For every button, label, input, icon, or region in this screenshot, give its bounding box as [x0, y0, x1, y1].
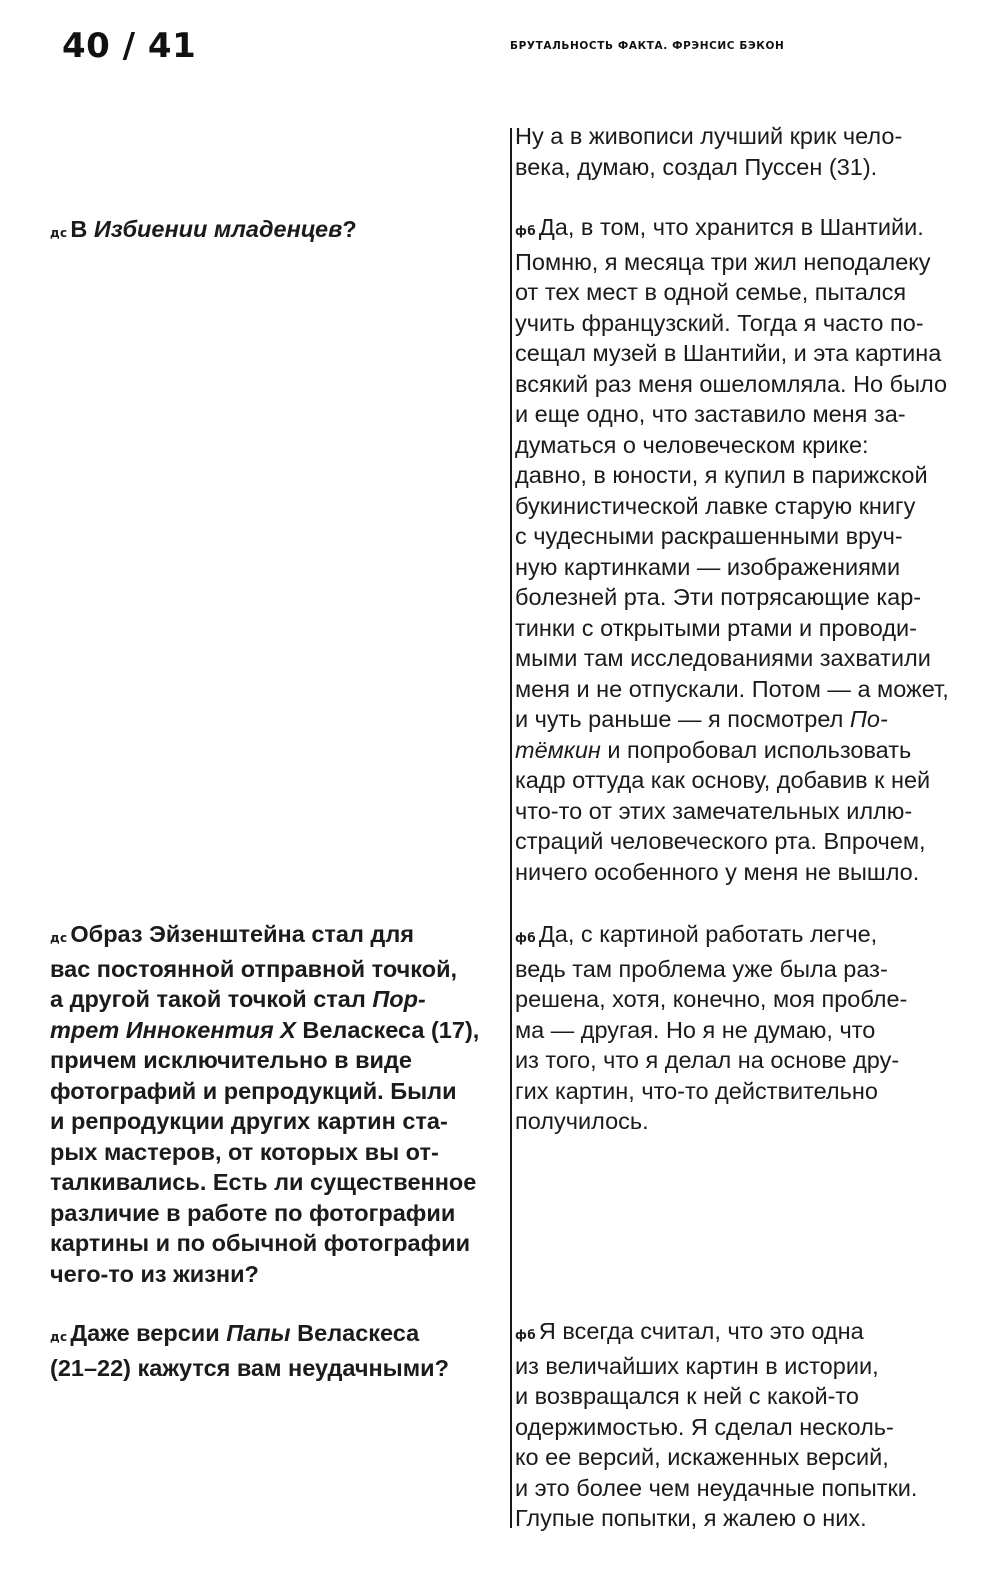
- speaker-mark: фб: [515, 224, 536, 238]
- text-line: [515, 1076, 985, 1107]
- italic-title: тёмкин: [515, 736, 601, 763]
- page-number: 40 / 41: [62, 26, 197, 66]
- text-run: различие в работе по фотографии: [50, 1199, 456, 1226]
- answer-block: [515, 919, 985, 1137]
- text-run: и это более чем неудачные попытки.: [515, 1474, 918, 1501]
- text-line: [50, 919, 500, 954]
- question-block: [50, 919, 500, 1289]
- text-run: болезней рта. Эти потрясающие кар-: [515, 584, 922, 610]
- text-run: Да, в том, что хранится в Шантийи.: [538, 214, 924, 240]
- text-run: меня и не отпускали. Потом — а может,: [515, 675, 949, 702]
- text-run: что-то от этих замечательных иллю-: [515, 797, 913, 824]
- text-line: [515, 765, 985, 796]
- text-line: [515, 521, 985, 552]
- text-line: [515, 1045, 985, 1076]
- answer-block: [515, 1316, 985, 1534]
- text-line: [515, 826, 985, 857]
- text-run: В: [70, 216, 94, 242]
- text-line: [515, 308, 985, 339]
- text-line: [50, 1198, 500, 1229]
- text-run: талкивались. Есть ли существенное: [50, 1169, 477, 1195]
- text-run: фотографий и репродукций. Были: [50, 1077, 457, 1104]
- text-run: (21–22) кажутся вам неудачными?: [50, 1354, 449, 1381]
- text-run: давно, в юности, я купил в парижской: [515, 462, 928, 488]
- text-line: [515, 399, 985, 430]
- text-line: [515, 919, 985, 954]
- text-line: [515, 857, 985, 888]
- text-line: [50, 1228, 500, 1259]
- text-run: ную картинками — изображениями: [515, 553, 901, 580]
- speaker-mark: дс: [50, 226, 68, 240]
- text-line: [515, 1316, 985, 1351]
- italic-title: трет Иннокентия X: [50, 1016, 296, 1043]
- text-line: [50, 1167, 500, 1198]
- text-run: сещал музей в Шантийи, и эта картина: [515, 340, 942, 366]
- speaker-mark: фб: [515, 931, 536, 945]
- text-line: [50, 214, 500, 249]
- text-run: ничего особенного у меня не вышло.: [515, 858, 920, 885]
- text-run: из того, что я делал на основе дру-: [515, 1047, 900, 1073]
- text-run: Образ Эйзенштейна стал для: [70, 921, 414, 947]
- text-run: вас постоянной отправной точкой,: [50, 955, 458, 982]
- text-line: [515, 1412, 985, 1443]
- text-run: тинки с открытыми ртами и проводи-: [515, 614, 918, 641]
- text-run: Помню, я месяца три жил неподалеку: [515, 248, 931, 275]
- speaker-mark: дс: [50, 1330, 68, 1344]
- text-run: ?: [342, 216, 357, 242]
- text-run: гих картин, что-то действительно: [515, 1077, 878, 1104]
- text-line: [515, 582, 985, 613]
- text-line: [50, 1015, 500, 1046]
- text-line: [50, 1106, 500, 1137]
- text-line: [515, 796, 985, 827]
- text-line: [50, 1076, 500, 1107]
- text-run: получилось.: [515, 1108, 649, 1134]
- text-line: [515, 152, 985, 183]
- text-run: Веласкеса (17),: [295, 1016, 480, 1043]
- text-run: страций человеческого рта. Впрочем,: [515, 828, 926, 854]
- column-divider: [510, 128, 512, 1528]
- text-run: и чуть раньше — я посмотрел: [515, 706, 850, 732]
- text-line: [515, 984, 985, 1015]
- text-run: а другой такой точкой стал: [50, 986, 373, 1012]
- text-line: [515, 121, 985, 152]
- text-line: [515, 552, 985, 583]
- text-run: с чудесными раскрашенными вруч-: [515, 523, 903, 549]
- text-run: рых мастеров, от которых вы от-: [50, 1138, 439, 1165]
- text-run: ко ее версий, искаженных версий,: [515, 1444, 889, 1470]
- answer-block: [515, 212, 985, 887]
- text-line: [515, 613, 985, 644]
- text-run: всякий раз меня ошеломляла. Но было: [515, 370, 948, 397]
- text-line: [50, 1259, 500, 1290]
- speaker-mark: дс: [50, 931, 68, 945]
- running-header: БРУТАЛЬНОСТЬ ФАКТА. ФРЭНСИС БЭКОН: [510, 40, 785, 52]
- text-line: [515, 704, 985, 735]
- text-line: [515, 643, 985, 674]
- italic-title: Пор-: [372, 986, 426, 1012]
- answer-block: [515, 121, 985, 182]
- text-line: [515, 212, 985, 247]
- text-line: [515, 430, 985, 461]
- text-line: [50, 1318, 500, 1353]
- text-run: ведь там проблема уже была раз-: [515, 955, 888, 982]
- text-line: [515, 1015, 985, 1046]
- text-run: Даже версии: [70, 1320, 227, 1346]
- text-run: думаться о человеческом крике:: [515, 431, 869, 458]
- text-run: мыми там исследованиями захватили: [515, 645, 931, 671]
- text-line: [50, 1137, 500, 1168]
- text-run: Да, с картиной работать легче,: [538, 921, 878, 947]
- speaker-mark: фб: [515, 1328, 536, 1342]
- italic-title: Папы: [226, 1320, 291, 1346]
- text-run: Я всегда считал, что это одна: [538, 1318, 864, 1344]
- text-line: [50, 954, 500, 985]
- text-run: Глупые попытки, я жалею о них.: [515, 1505, 867, 1531]
- text-run: ма — другая. Но я не думаю, что: [515, 1016, 876, 1043]
- text-run: и возвращался к ней с какой-то: [515, 1383, 859, 1409]
- text-run: Веласкеса: [290, 1320, 420, 1346]
- text-line: [515, 491, 985, 522]
- text-line: [515, 1503, 985, 1534]
- question-block: [50, 1318, 500, 1383]
- text-line: [515, 277, 985, 308]
- text-run: и попробовал использовать: [600, 736, 912, 763]
- question-block: [50, 214, 500, 249]
- text-run: и еще одно, что заставило меня за-: [515, 401, 906, 427]
- text-line: [515, 735, 985, 766]
- text-line: [515, 1473, 985, 1504]
- text-line: [515, 338, 985, 369]
- text-line: [50, 984, 500, 1015]
- text-line: [515, 369, 985, 400]
- text-line: [515, 460, 985, 491]
- text-run: от тех мест в одной семье, пытался: [515, 279, 907, 305]
- text-line: [515, 1381, 985, 1412]
- text-run: картины и по обычной фотографии: [50, 1230, 471, 1256]
- text-run: века, думаю, создал Пуссен (31).: [515, 153, 878, 180]
- text-run: решена, хотя, конечно, моя пробле-: [515, 986, 908, 1012]
- text-run: и репродукции других картин ста-: [50, 1108, 448, 1134]
- text-run: причем исключительно в виде: [50, 1047, 412, 1073]
- text-run: учить французский. Тогда я часто по-: [515, 309, 924, 336]
- text-line: [515, 1442, 985, 1473]
- text-line: [50, 1045, 500, 1076]
- text-run: чего-то из жизни?: [50, 1260, 259, 1287]
- text-run: из величайших картин в истории,: [515, 1352, 879, 1379]
- italic-title: Избиении младенцев: [93, 216, 343, 242]
- text-line: [515, 674, 985, 705]
- text-line: [50, 1353, 500, 1384]
- text-run: одержимостью. Я сделал несколь-: [515, 1413, 894, 1440]
- text-run: букинистической лавке старую книгу: [515, 492, 916, 519]
- italic-title: По-: [849, 706, 888, 732]
- text-line: [515, 1106, 985, 1137]
- text-run: Ну а в живописи лучший крик чело-: [515, 123, 903, 149]
- text-line: [515, 954, 985, 985]
- text-line: [515, 1351, 985, 1382]
- text-line: [515, 247, 985, 278]
- text-run: кадр оттуда как основу, добавив к ней: [515, 767, 931, 793]
